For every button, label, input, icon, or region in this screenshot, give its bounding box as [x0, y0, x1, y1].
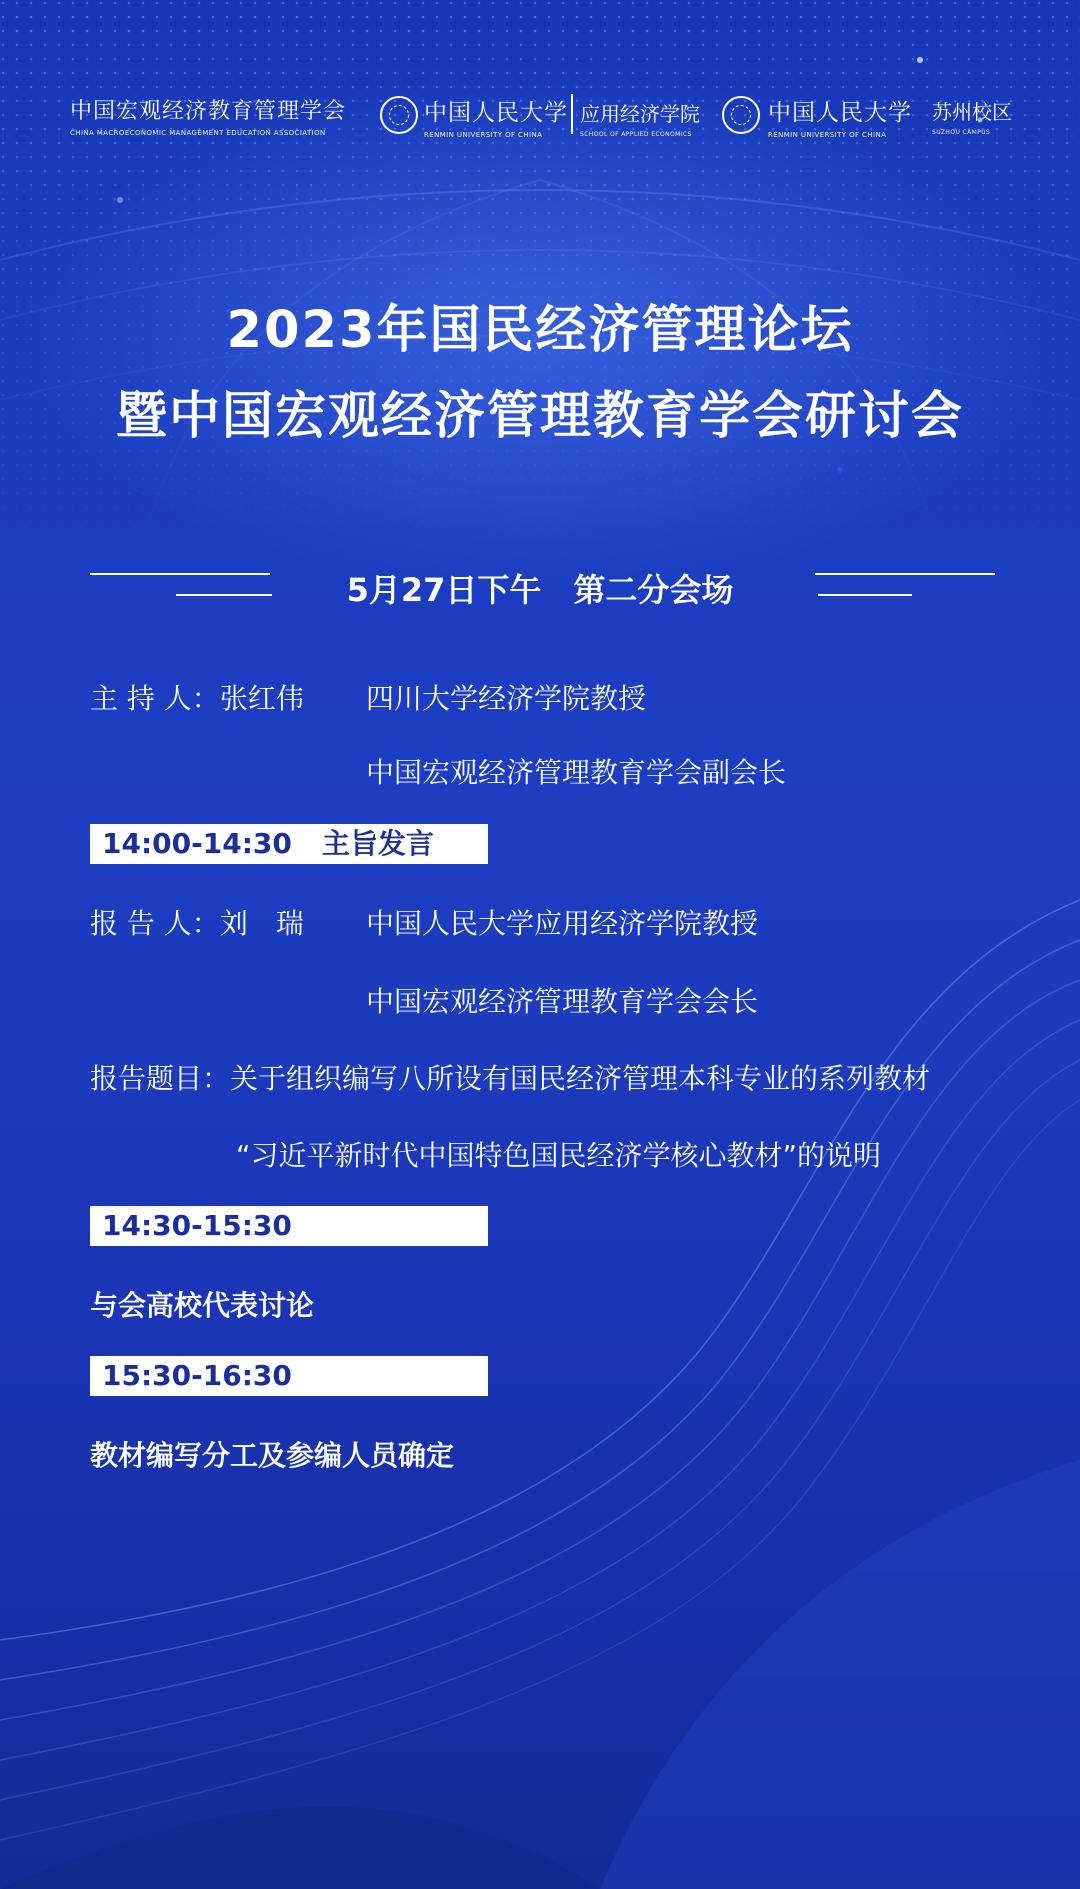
org2-dept-cn: 应用经济学院 [580, 102, 700, 126]
reporter-name: 刘 瑞 [219, 907, 304, 940]
host-label-text: 主 持 人： [90, 682, 220, 715]
org3-name-en: RENMIN UNIVERSITY OF CHINA [768, 131, 887, 139]
host-name: 张红伟 [219, 682, 304, 715]
subject-line2: “习近平新时代中国特色国民经济学核心教材”的说明 [236, 1139, 882, 1172]
org3-name-cn: 中国人民大学 [768, 100, 912, 126]
university-seal-icon [380, 96, 418, 134]
page-title-line1: 2023年国民经济管理论坛 [226, 301, 854, 360]
slot1-topic: 主旨发言 [321, 827, 434, 860]
time-slot-3 [90, 1356, 488, 1396]
time-slot-2 [90, 1206, 488, 1246]
session-title: 5月27日下午 第二分会场 [346, 571, 734, 609]
slot3-time: 15:30-16:30 [102, 1359, 292, 1392]
slot2-time: 14:30-15:30 [102, 1209, 292, 1242]
org3-campus [932, 80, 1012, 150]
org1-logo [70, 80, 346, 150]
host-label [90, 677, 304, 717]
subject-row [90, 1057, 930, 1097]
host-role2: 中国宏观经济管理教育学会副会长 [366, 756, 787, 789]
org2-name-cn: 中国人民大学 [424, 100, 568, 126]
subject-line1: 关于组织编写八所设有国民经济管理本科专业的系列教材 [230, 1062, 931, 1095]
time-slot-1 [90, 824, 488, 864]
org1-name-en: CHINA MACROECONOMIC MANAGEMENT EDUCATION ASSOCIATION [70, 129, 326, 137]
org2-dept-en: SCHOOL OF APPLIED ECONOMICS [580, 131, 692, 138]
reporter-role1: 中国人民大学应用经济学院教授 [366, 907, 759, 940]
page-title-line2: 暨中国宏观经济管理教育学会研讨会 [115, 387, 964, 446]
org3-campus-cn: 苏州校区 [932, 100, 1012, 124]
org2-name-en: RENMIN UNIVERSITY OF CHINA [424, 131, 543, 139]
logo-separator [571, 94, 573, 134]
org1-name-cn: 中国宏观经济教育管理学会 [70, 99, 347, 124]
slot2-activity: 与会高校代表讨论 [90, 1289, 315, 1322]
host-role1: 四川大学经济学院教授 [366, 682, 647, 715]
org2-logo [424, 80, 568, 150]
reporter-role2: 中国宏观经济管理教育学会会长 [366, 985, 759, 1018]
subject-label: 报告题目： [90, 1062, 231, 1095]
university-seal-icon [722, 96, 760, 134]
org3-campus-en: SUZHOU CAMPUS [932, 129, 991, 136]
logo-bar [0, 80, 1080, 150]
slot1-time: 14:00-14:30 [102, 827, 292, 860]
reporter-row [90, 902, 304, 942]
org2-dept [580, 80, 700, 150]
slot3-activity: 教材编写分工及参编人员确定 [90, 1439, 455, 1472]
org3-logo [768, 80, 912, 150]
reporter-label: 报 告 人： [90, 907, 220, 940]
